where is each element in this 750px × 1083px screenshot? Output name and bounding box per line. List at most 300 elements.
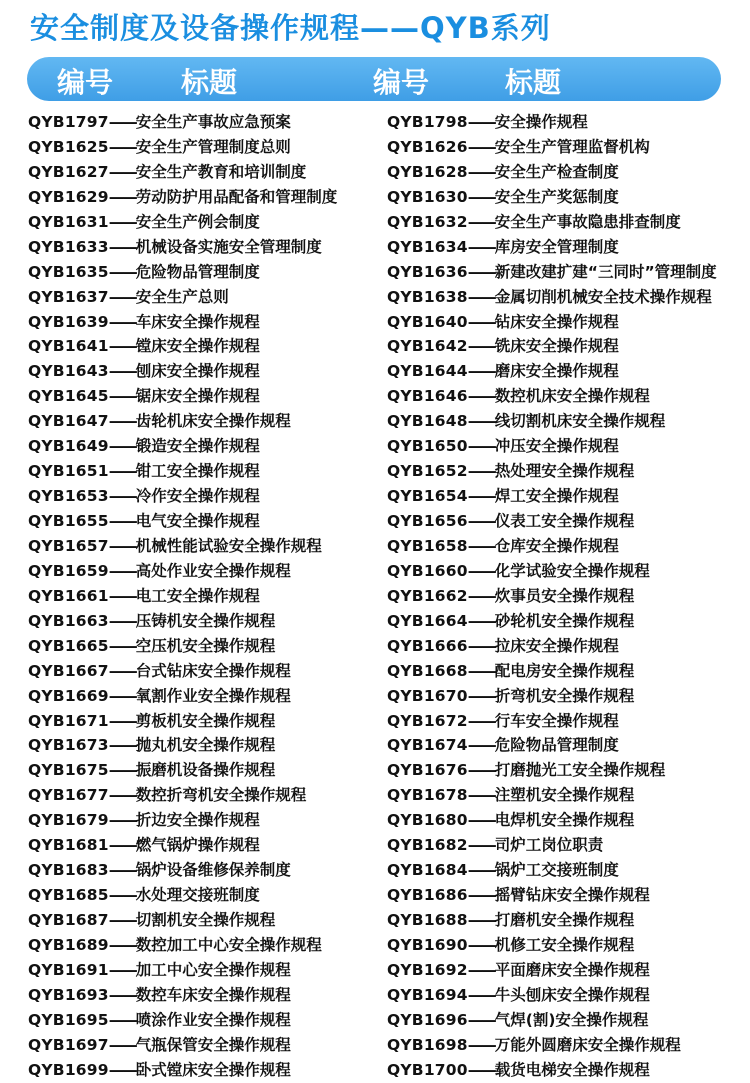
list-item xyxy=(387,359,619,383)
item-separator: —— xyxy=(108,113,136,131)
item-separator: —— xyxy=(108,686,136,705)
list-item xyxy=(28,983,291,1007)
item-code: QYB1646 xyxy=(387,387,468,406)
item-title: 铣床安全操作规程 xyxy=(494,337,619,356)
item-title: 数控车床安全操作规程 xyxy=(135,985,291,1004)
item-code: QYB1625 xyxy=(28,137,109,156)
header-title-label-left: 标题 xyxy=(181,66,238,99)
list-row xyxy=(0,484,750,509)
item-code: QYB1668 xyxy=(387,661,468,680)
list-row xyxy=(0,559,750,584)
item-title: 锯床安全操作规程 xyxy=(135,387,260,406)
item-separator: —— xyxy=(467,113,495,131)
list-item xyxy=(387,659,634,683)
item-separator: —— xyxy=(467,237,495,256)
list-item xyxy=(387,1033,681,1057)
item-separator: —— xyxy=(467,1035,495,1054)
list-item xyxy=(387,135,650,159)
list-item xyxy=(28,459,260,483)
item-code: QYB1692 xyxy=(387,960,468,979)
list-item xyxy=(387,260,717,284)
item-code: QYB1686 xyxy=(387,886,468,905)
list-item xyxy=(28,908,275,932)
item-separator: —— xyxy=(467,437,495,456)
item-separator: —— xyxy=(108,512,136,530)
item-separator: —— xyxy=(467,212,495,231)
item-separator: —— xyxy=(108,811,136,830)
item-code: QYB1636 xyxy=(387,262,468,281)
item-separator: —— xyxy=(108,437,136,456)
item-title: 锅炉工交接班制度 xyxy=(494,861,619,880)
list-row xyxy=(0,459,750,484)
item-separator: —— xyxy=(467,512,495,530)
item-code: QYB1635 xyxy=(28,262,109,281)
list-row xyxy=(0,210,750,235)
item-separator: —— xyxy=(108,1010,136,1029)
item-separator: —— xyxy=(108,985,136,1004)
item-separator: —— xyxy=(467,886,495,905)
item-title: 喷涂作业安全操作规程 xyxy=(135,1010,291,1029)
item-separator: —— xyxy=(108,1035,136,1054)
item-separator: —— xyxy=(467,387,495,406)
item-separator: —— xyxy=(467,287,495,306)
item-separator: —— xyxy=(467,412,495,431)
item-title: 压铸机安全操作规程 xyxy=(135,611,276,630)
item-title: 安全生产总则 xyxy=(135,287,229,306)
list-item xyxy=(387,858,619,882)
list-row xyxy=(0,783,750,808)
list-item xyxy=(387,684,634,708)
item-code: QYB1642 xyxy=(387,337,468,356)
item-separator: —— xyxy=(108,462,136,481)
list-row xyxy=(0,235,750,260)
list-item xyxy=(28,783,306,807)
item-separator: —— xyxy=(108,786,136,805)
item-separator: —— xyxy=(467,711,495,730)
item-separator: —— xyxy=(108,212,136,231)
list-item xyxy=(387,733,619,757)
item-title: 机修工安全操作规程 xyxy=(494,935,635,954)
item-title: 振磨机设备操作规程 xyxy=(135,761,276,780)
list-item xyxy=(387,210,681,234)
item-separator: —— xyxy=(467,487,495,506)
item-separator: —— xyxy=(467,137,495,156)
item-title: 打磨机安全操作规程 xyxy=(494,911,635,929)
list-item xyxy=(28,709,275,733)
item-code: QYB1631 xyxy=(28,212,109,231)
list-item xyxy=(387,409,665,433)
list-item xyxy=(28,684,291,708)
item-separator: —— xyxy=(108,960,136,979)
list-item xyxy=(387,459,634,483)
item-separator: —— xyxy=(108,262,136,281)
item-title: 折边安全操作规程 xyxy=(135,811,260,830)
item-code: QYB1664 xyxy=(387,611,468,630)
item-title: 危险物品管理制度 xyxy=(494,736,619,755)
item-title: 安全生产事故应急预案 xyxy=(135,113,291,131)
item-title: 水处理交接班制度 xyxy=(135,886,260,905)
item-separator: —— xyxy=(467,561,495,580)
item-title: 载货电梯安全操作规程 xyxy=(494,1060,650,1079)
item-code: QYB1656 xyxy=(387,512,468,530)
list-row xyxy=(0,584,750,609)
list-row xyxy=(0,509,750,534)
item-title: 焊工安全操作规程 xyxy=(494,487,619,506)
item-title: 安全生产奖惩制度 xyxy=(494,187,619,206)
item-title: 安全生产例会制度 xyxy=(135,212,260,231)
item-code: QYB1694 xyxy=(387,985,468,1004)
item-code: QYB1673 xyxy=(28,736,109,755)
item-title: 车床安全操作规程 xyxy=(135,312,260,331)
item-code: QYB1663 xyxy=(28,611,109,630)
list-item xyxy=(28,733,275,757)
item-code: QYB1650 xyxy=(387,437,468,456)
list-row xyxy=(0,933,750,958)
item-title: 氧割作业安全操作规程 xyxy=(135,686,291,705)
list-item xyxy=(28,185,337,209)
item-title: 高处作业安全操作规程 xyxy=(135,561,291,580)
item-title: 镗床安全操作规程 xyxy=(135,337,260,356)
item-title: 仓库安全操作规程 xyxy=(494,536,619,555)
list-row xyxy=(0,135,750,160)
item-separator: —— xyxy=(108,886,136,905)
item-code: QYB1634 xyxy=(387,237,468,256)
item-code: QYB1678 xyxy=(387,786,468,805)
item-title: 行车安全操作规程 xyxy=(494,711,619,730)
item-code: QYB1649 xyxy=(28,437,109,456)
list-item xyxy=(28,210,260,234)
item-code: QYB1670 xyxy=(387,686,468,705)
item-code: QYB1651 xyxy=(28,462,109,481)
item-separator: —— xyxy=(108,387,136,406)
item-code: QYB1638 xyxy=(387,287,468,306)
item-code: QYB1699 xyxy=(28,1060,109,1079)
item-separator: —— xyxy=(467,536,495,555)
item-code: QYB1689 xyxy=(28,935,109,954)
header-title-label-right: 标题 xyxy=(505,66,562,99)
item-code: QYB1671 xyxy=(28,711,109,730)
item-code: QYB1690 xyxy=(387,935,468,954)
item-title: 新建改建扩建“三同时”管理制度 xyxy=(494,262,717,281)
list-item xyxy=(387,110,588,134)
list-item xyxy=(387,334,619,358)
list-item xyxy=(387,1008,648,1032)
list-item xyxy=(387,285,712,309)
item-title: 折弯机安全操作规程 xyxy=(494,686,635,705)
list-item xyxy=(28,409,291,433)
item-code: QYB1653 xyxy=(28,487,109,506)
item-code: QYB1667 xyxy=(28,661,109,680)
list-item xyxy=(28,584,260,608)
list-row xyxy=(0,334,750,359)
list-item xyxy=(387,235,619,259)
item-title: 安全生产管理监督机构 xyxy=(494,137,650,156)
item-title: 危险物品管理制度 xyxy=(135,262,260,281)
item-title: 砂轮机安全操作规程 xyxy=(494,611,635,630)
list-item xyxy=(28,285,229,309)
item-title: 化学试验安全操作规程 xyxy=(494,561,650,580)
item-separator: —— xyxy=(108,736,136,755)
item-code: QYB1630 xyxy=(387,187,468,206)
item-separator: —— xyxy=(108,935,136,954)
list-item xyxy=(387,609,634,633)
list-item xyxy=(28,1033,291,1057)
item-separator: —— xyxy=(467,1060,495,1079)
item-separator: —— xyxy=(467,786,495,805)
item-title: 数控加工中心安全操作规程 xyxy=(135,935,322,954)
item-title: 安全操作规程 xyxy=(494,113,588,131)
item-code: QYB1696 xyxy=(387,1010,468,1029)
item-separator: —— xyxy=(108,337,136,356)
item-title: 牛头刨床安全操作规程 xyxy=(494,985,650,1004)
item-title: 剪板机安全操作规程 xyxy=(135,711,276,730)
item-separator: —— xyxy=(467,636,495,655)
list-row xyxy=(0,185,750,210)
list-row xyxy=(0,833,750,858)
item-title: 磨床安全操作规程 xyxy=(494,362,619,381)
item-title: 电气安全操作规程 xyxy=(135,512,260,530)
list-row xyxy=(0,883,750,908)
item-code: QYB1675 xyxy=(28,761,109,780)
item-code: QYB1637 xyxy=(28,287,109,306)
item-code: QYB1697 xyxy=(28,1035,109,1054)
item-code: QYB1658 xyxy=(387,536,468,555)
item-code: QYB1684 xyxy=(387,861,468,880)
list-item xyxy=(28,958,291,982)
item-title: 锅炉设备维修保养制度 xyxy=(135,861,291,880)
item-separator: —— xyxy=(108,911,136,929)
list-row xyxy=(0,110,750,135)
list-item xyxy=(387,933,634,957)
list-item xyxy=(28,1058,291,1082)
item-code: QYB1629 xyxy=(28,187,109,206)
item-code: QYB1797 xyxy=(28,113,109,131)
item-code: QYB1654 xyxy=(387,487,468,506)
list-item xyxy=(387,908,634,932)
item-code: QYB1691 xyxy=(28,960,109,979)
item-code: QYB1659 xyxy=(28,561,109,580)
list-row xyxy=(0,808,750,833)
list-item xyxy=(387,758,665,782)
item-title: 钳工安全操作规程 xyxy=(135,462,260,481)
item-title: 打磨抛光工安全操作规程 xyxy=(494,761,666,780)
item-title: 热处理安全操作规程 xyxy=(494,462,635,481)
item-separator: —— xyxy=(467,262,495,281)
item-title: 司炉工岗位职责 xyxy=(494,836,604,855)
item-separator: —— xyxy=(108,162,136,181)
item-code: QYB1644 xyxy=(387,362,468,381)
list-row xyxy=(0,359,750,384)
list-row xyxy=(0,684,750,709)
list-item xyxy=(387,509,634,533)
item-code: QYB1648 xyxy=(387,412,468,431)
list-item xyxy=(387,534,619,558)
item-code: QYB1633 xyxy=(28,237,109,256)
item-title: 安全生产检查制度 xyxy=(494,162,619,181)
item-code: QYB1652 xyxy=(387,462,468,481)
list-item xyxy=(28,260,260,284)
list-item xyxy=(387,484,619,508)
header-code-label-left: 编号 xyxy=(57,66,114,99)
list-row xyxy=(0,733,750,758)
item-code: QYB1688 xyxy=(387,911,468,929)
list-item xyxy=(28,384,260,408)
list-item xyxy=(28,310,260,334)
item-title: 库房安全管理制度 xyxy=(494,237,619,256)
list-item xyxy=(387,634,619,658)
item-code: QYB1661 xyxy=(28,586,109,605)
item-title: 仪表工安全操作规程 xyxy=(494,512,635,530)
item-separator: —— xyxy=(108,287,136,306)
list-item xyxy=(28,160,306,184)
list-item xyxy=(28,758,275,782)
item-separator: —— xyxy=(108,661,136,680)
item-separator: —— xyxy=(467,162,495,181)
item-separator: —— xyxy=(467,761,495,780)
item-code: QYB1700 xyxy=(387,1060,468,1079)
item-title: 切割机安全操作规程 xyxy=(135,911,276,929)
item-title: 齿轮机床安全操作规程 xyxy=(135,412,291,431)
item-title: 冲压安全操作规程 xyxy=(494,437,619,456)
list-row xyxy=(0,908,750,933)
item-code: QYB1679 xyxy=(28,811,109,830)
item-title: 数控折弯机安全操作规程 xyxy=(135,786,307,805)
item-code: QYB1669 xyxy=(28,686,109,705)
item-title: 注塑机安全操作规程 xyxy=(494,786,635,805)
list-item xyxy=(28,808,260,832)
item-code: QYB1683 xyxy=(28,861,109,880)
item-code: QYB1798 xyxy=(387,113,468,131)
list-item xyxy=(387,434,619,458)
list-item xyxy=(28,659,291,683)
item-code: QYB1657 xyxy=(28,536,109,555)
item-title: 燃气锅炉操作规程 xyxy=(135,836,260,855)
item-title: 刨床安全操作规程 xyxy=(135,362,260,381)
list-row xyxy=(0,1058,750,1083)
table-header xyxy=(27,57,721,101)
item-code: QYB1665 xyxy=(28,636,109,655)
item-code: QYB1641 xyxy=(28,337,109,356)
item-separator: —— xyxy=(467,611,495,630)
item-code: QYB1640 xyxy=(387,312,468,331)
item-separator: —— xyxy=(108,586,136,605)
document-list xyxy=(0,110,750,1083)
item-separator: —— xyxy=(108,312,136,331)
item-separator: —— xyxy=(108,636,136,655)
item-title: 电工安全操作规程 xyxy=(135,586,260,605)
list-row xyxy=(0,983,750,1008)
list-item xyxy=(28,1008,291,1032)
item-title: 气焊(割)安全操作规程 xyxy=(494,1010,649,1029)
item-code: QYB1674 xyxy=(387,736,468,755)
item-separator: —— xyxy=(467,362,495,381)
page-title: 安全制度及设备操作规程——QYB系列 xyxy=(30,11,551,45)
list-item xyxy=(387,808,634,832)
list-item xyxy=(387,584,634,608)
item-separator: —— xyxy=(108,187,136,206)
item-separator: —— xyxy=(108,536,136,555)
item-code: QYB1660 xyxy=(387,561,468,580)
item-separator: —— xyxy=(108,561,136,580)
list-item xyxy=(387,883,650,907)
item-code: QYB1682 xyxy=(387,836,468,855)
item-title: 钻床安全操作规程 xyxy=(494,312,619,331)
item-separator: —— xyxy=(467,312,495,331)
list-item xyxy=(28,434,260,458)
item-title: 万能外圆磨床安全操作规程 xyxy=(494,1035,681,1054)
item-code: QYB1627 xyxy=(28,162,109,181)
item-title: 拉床安全操作规程 xyxy=(494,636,619,655)
list-row xyxy=(0,958,750,983)
list-row xyxy=(0,858,750,883)
list-item xyxy=(387,1058,650,1082)
item-separator: —— xyxy=(467,462,495,481)
list-item xyxy=(28,359,260,383)
item-separator: —— xyxy=(108,611,136,630)
list-item xyxy=(387,983,650,1007)
item-title: 炊事员安全操作规程 xyxy=(494,586,635,605)
item-title: 卧式镗床安全操作规程 xyxy=(135,1060,291,1079)
list-item xyxy=(387,185,619,209)
item-code: QYB1628 xyxy=(387,162,468,181)
item-code: QYB1685 xyxy=(28,886,109,905)
item-separator: —— xyxy=(467,960,495,979)
item-separator: —— xyxy=(467,836,495,855)
item-separator: —— xyxy=(108,487,136,506)
item-separator: —— xyxy=(467,861,495,880)
item-code: QYB1681 xyxy=(28,836,109,855)
list-item xyxy=(28,559,291,583)
item-separator: —— xyxy=(467,736,495,755)
item-title: 线切割机床安全操作规程 xyxy=(494,412,666,431)
item-code: QYB1655 xyxy=(28,512,109,530)
list-item xyxy=(28,858,291,882)
item-separator: —— xyxy=(108,362,136,381)
list-item xyxy=(28,634,275,658)
list-row xyxy=(0,1033,750,1058)
item-title: 空压机安全操作规程 xyxy=(135,636,276,655)
item-code: QYB1626 xyxy=(387,137,468,156)
item-title: 安全生产教育和培训制度 xyxy=(135,162,307,181)
list-row xyxy=(0,160,750,185)
item-separator: —— xyxy=(108,1060,136,1079)
list-item xyxy=(28,933,322,957)
list-row xyxy=(0,609,750,634)
item-code: QYB1695 xyxy=(28,1010,109,1029)
list-item xyxy=(28,833,260,857)
list-row xyxy=(0,260,750,285)
list-row xyxy=(0,1008,750,1033)
item-code: QYB1693 xyxy=(28,985,109,1004)
item-separator: —— xyxy=(108,412,136,431)
item-separator: —— xyxy=(108,137,136,156)
list-item xyxy=(387,783,634,807)
list-row xyxy=(0,384,750,409)
item-separator: —— xyxy=(467,985,495,1004)
item-title: 配电房安全操作规程 xyxy=(494,661,635,680)
item-title: 抛丸机安全操作规程 xyxy=(135,736,276,755)
item-code: QYB1676 xyxy=(387,761,468,780)
list-item xyxy=(28,534,322,558)
item-separator: —— xyxy=(467,586,495,605)
item-separator: —— xyxy=(467,1010,495,1029)
list-item xyxy=(28,883,260,907)
list-row xyxy=(0,709,750,734)
list-row xyxy=(0,534,750,559)
list-item xyxy=(28,135,291,159)
list-row xyxy=(0,758,750,783)
item-separator: —— xyxy=(108,237,136,256)
